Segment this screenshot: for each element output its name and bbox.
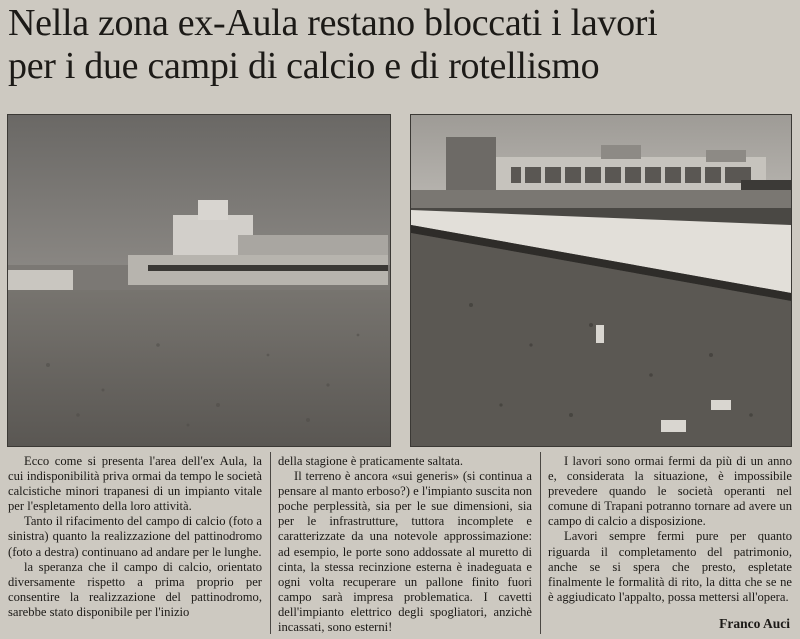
author-byline: Franco Auci <box>719 616 790 631</box>
photo-soccer-field-image <box>8 115 390 446</box>
article-paragraph: della stagione è praticamente saltata. <box>278 454 463 468</box>
headline-line-2: per i due campi di calcio e di rotellismo <box>8 45 600 87</box>
article-paragraph: Il terreno è ancora «sui generis» (si continua a pensare al manto erboso?) e l'impianto suscita non poche perplessità, sia per le sue dimensioni, sia per le infrastrutture, tuttora incomplete e caratterizzate da una notevole approssimazione: ad esempio, le porte sono addossate al muretto di cinta, la stessa recinzione esterna è inadeguata e ogni volta recuperare un pallone finito fuori campo sarà impresa problematica. I cavetti dell'impianto elettrico degli spogliatori, anzichè incassati, sono esterni! <box>278 469 532 635</box>
headline <box>8 2 788 88</box>
headline-line-1: Nella zona ex-Aula restano bloccati i lavori <box>8 2 658 44</box>
article-paragraph: Lavori sempre fermi pure per quanto riguarda il completamento del patrimonio, anche se si spera che presto, espletate finalmente le formalità di rito, la ditta che se ne è aggiudicato l'appalto, possa mettersi all'opera. <box>548 529 792 604</box>
photo-roller-rink <box>410 114 792 447</box>
column-divider <box>540 452 541 634</box>
photo-soccer-field <box>7 114 391 447</box>
column-divider <box>270 452 271 634</box>
article-column-1 <box>8 454 262 620</box>
article-paragraph: la speranza che il campo di calcio, orientato diversamente rispetto a prima proprio per consentire la realizzazione del pattinodromo, sarebbe stato disponibile per l'inizio <box>8 559 262 619</box>
article-column-2 <box>278 454 532 635</box>
article-paragraph: Ecco come si presenta l'area dell'ex Aula, la cui indisponibilità priva ormai da tempo le società calcistiche minori trapanesi di un impianto vitale per l'espletamento della loro attività. <box>8 454 262 514</box>
article-column-3 <box>548 454 792 605</box>
article-paragraph: Tanto il rifacimento del campo di calcio (foto a sinistra) quanto la realizzazione del pattinodromo (foto a destra) continuano ad andare per le lunghe. <box>8 514 262 559</box>
article-paragraph: I lavori sono ormai fermi da più di un anno e, considerata la situazione, è impossibile prevedere quando le società operanti nel comune di Trapani potranno tornare ad avere un campo di calcio a disposizione. <box>548 454 792 529</box>
photo-roller-rink-image <box>411 115 791 446</box>
